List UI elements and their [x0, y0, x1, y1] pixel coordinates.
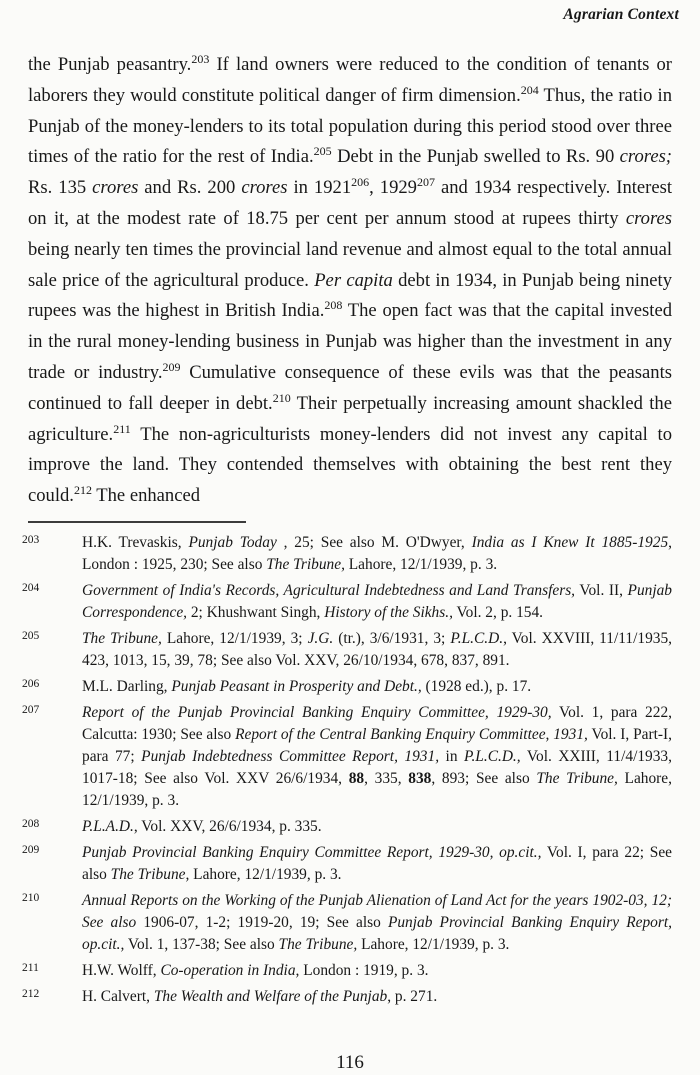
footnote-text: The Tribune, Lahore, 12/1/1939, 3; J.G. (tr.), 3/6/1931, 3; P.L.C.D., Vol. XXVIII, 11/11/1935, 423, 1013, 15, 39, 78; See also Vol. XXV, 26/10/1934, 678, 837, 891. — [82, 630, 672, 669]
footnote-text: H. Calvert, The Wealth and Welfare of the Punjab, p. 271. — [82, 988, 438, 1005]
footnote-item — [22, 890, 672, 956]
running-header-title: Agrarian Context — [563, 6, 679, 23]
footnote-number: 207 — [22, 704, 40, 716]
footnote-text: Punjab Provincial Banking Enquiry Committee Report, 1929-30, op.cit., Vol. I, para 22; See also The Tribune, Lahore, 12/1/1939, p. 3. — [82, 844, 672, 883]
footnote-text: M.L. Darling, Punjab Peasant in Prosperity and Debt., (1928 ed.), p. 17. — [82, 678, 532, 695]
footnote-separator — [28, 521, 246, 523]
footnote-text: Annual Reports on the Working of the Punjab Alienation of Land Act for the years 1902-03, 12; See also 1906-07, 1-2; 1919-20, 19; See also Punjab Provincial Banking Enquiry Report, op.cit., Vol. 1, 137-38; See also The Tribune, Lahore, 12/1/1939, p. 3. — [82, 892, 672, 953]
footnote-item — [22, 986, 672, 1008]
footnote-text: H.K. Trevaskis, Punjab Today , 25; See also M. O'Dwyer, India as I Knew It 1885-1925, London : 1925, 230; See also The Tribune, Lahore, 12/1/1939, p. 3. — [82, 534, 672, 573]
footnote-number: 211 — [22, 962, 39, 974]
footnote-item — [22, 816, 672, 838]
footnote-item — [22, 960, 672, 982]
footnote-item — [22, 532, 672, 576]
body-paragraph: the Punjab peasantry.$^{203}$ If land owners were reduced to the condition of tenants or laborers they would constitute political danger of firm dimension.$^{204}$ Thus, the ratio in Punjab of the money-lenders to its total population during this period stood over three times of the ratio for the rest of India.$^{205}$ Debt in the Punjab swelled to Rs. 90 crores; Rs. 135 crores and Rs. 200 crores in 1921$^{206}$, 1929$^{207}$ and 1934 respectively. Interest on it, at the modest rate of 18.75 per cent per annum stood at rupees thirty crores being nearly ten times the provincial land revenue and almost equal to the total annual sale price of the agricultural produce. Per capita debt in 1934, in Punjab being ninety rupees was the highest in British India.$^{208}$ The open fact was that the capital invested in the rural money-lending business in Punjab was higher than the investment in any trade or industry.$^{209}$ Cumulative consequence of these evils was that the peasants continued to fall deeper in debt.$^{210}$ Their perpetually increasing amount shackled the agriculture.$^{211}$ The non-agriculturists money-lenders did not invest any capital to improve the land. They contended themselves with obtaining the best rent they could.$^{212}$ The enhanced — [28, 52, 673, 507]
footnote-number: 204 — [22, 582, 40, 594]
footnote-number: 209 — [22, 844, 40, 856]
footnote-item — [22, 676, 672, 698]
running-header — [563, 6, 679, 24]
footnote-number: 210 — [22, 892, 40, 904]
footnote-number: 208 — [22, 818, 40, 830]
footnote-text: P.L.A.D., Vol. XXV, 26/6/1934, p. 335. — [82, 818, 322, 835]
footnote-item — [22, 628, 672, 672]
footnote-text: H.W. Wolff, Co-operation in India, London : 1919, p. 3. — [82, 962, 429, 979]
footnote-text: Report of the Punjab Provincial Banking Enquiry Committee, 1929-30, Vol. 1, para 222, Calcutta: 1930; See also Report of the Central Banking Enquiry Committee, 1931, Vol. I, Part-I, para 77; Punjab Indebtedness Committee Report, 1931, in P.L.C.D., Vol. XXIII, 11/4/1933, 1017-18; See also Vol. XXV 26/6/1934, 88, 335, 838, 893; See also The Tribune, Lahore, 12/1/1939, p. 3. — [82, 704, 673, 809]
footnote-number: 206 — [22, 678, 40, 690]
page-number: 116 — [336, 1052, 364, 1073]
footnotes-section — [22, 532, 673, 1012]
footnote-number: 205 — [22, 630, 40, 642]
footnote-number: 212 — [22, 988, 40, 1000]
footnote-item — [22, 580, 673, 624]
footnote-item — [22, 842, 672, 886]
footnote-number: 203 — [22, 534, 40, 546]
footnote-text: Government of India's Records, Agricultural Indebtedness and Land Transfers, Vol. II, Punjab Correspondence, 2; Khushwant Singh, History of the Sikhs., Vol. 2, p. 154. — [82, 582, 673, 621]
footnote-item — [22, 702, 673, 812]
